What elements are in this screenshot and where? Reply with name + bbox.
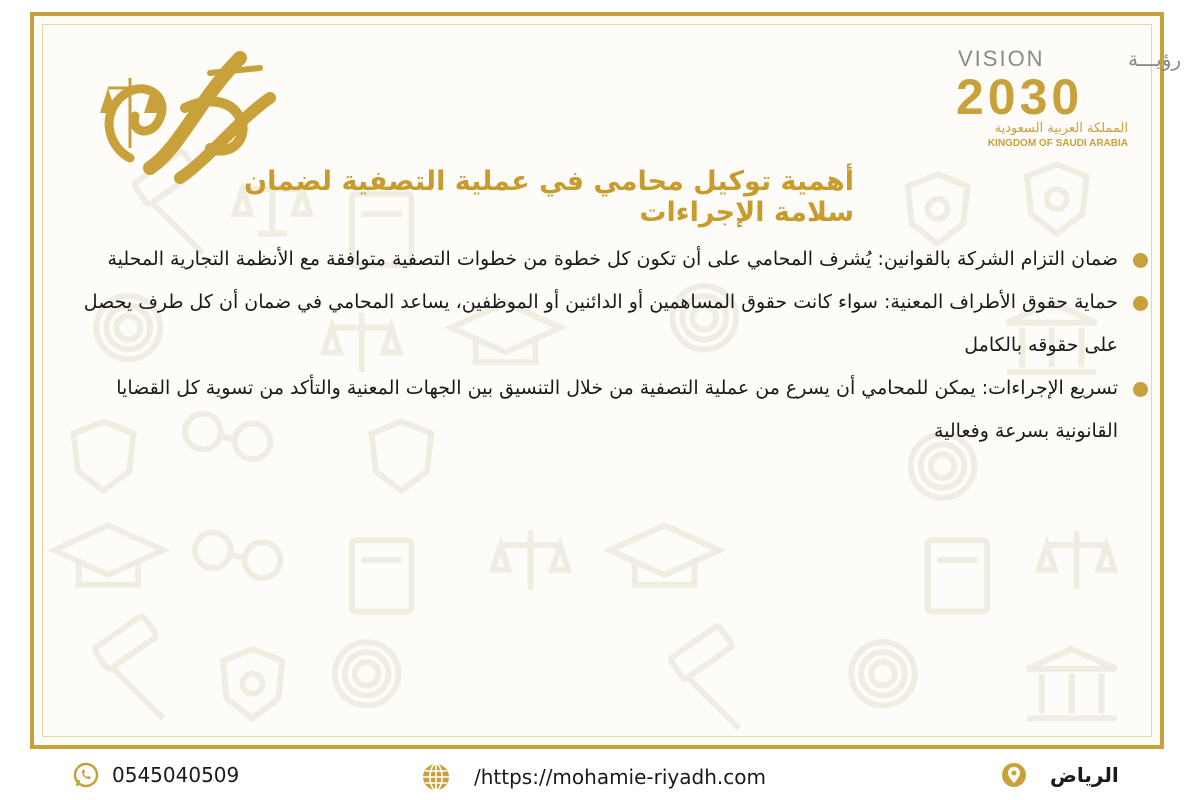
bullet-dot-icon (1133, 296, 1148, 311)
vision-arabic-country: المملكة العربية السعودية (994, 121, 1128, 136)
fingerprint-icon (335, 642, 399, 705)
website-link[interactable]: /https://mohamie-riyadh.com (474, 765, 766, 789)
law-book-icon (928, 540, 988, 611)
footer-location (1000, 761, 1119, 789)
graduation-cap-icon (54, 525, 163, 584)
content-frame (30, 12, 1182, 749)
scales-icon (1039, 530, 1114, 589)
graduation-cap-icon (610, 525, 719, 584)
whatsapp-icon (72, 761, 100, 789)
vision-2030-logo (948, 36, 1182, 151)
location-text: الرياض (1050, 763, 1119, 787)
point-text: تسريع الإجراءات: يمكن للمحامي أن يسرع من عملية التصفية من خلال التنسيق بين الجهات المعنية والتأكد من تسوية كل القضايا القانونية بسرعة وفعالية (116, 377, 1118, 442)
police-badge-icon (223, 649, 283, 718)
vision-year: 2030 (956, 69, 1084, 125)
gavel-icon (94, 615, 164, 718)
bullet-dot-icon (1133, 382, 1148, 397)
footer-phone[interactable] (72, 761, 239, 789)
list-item (68, 281, 1148, 367)
footer-website[interactable] (420, 761, 766, 793)
police-badge-icon (1027, 164, 1087, 233)
vision-arabic-text: رؤيـــة (1128, 47, 1182, 71)
courthouse-icon (1027, 649, 1116, 718)
police-badge-icon (908, 174, 968, 243)
point-text: حماية حقوق الأطراف المعنية: سواء كانت حقوق المساهمين أو الدائنين أو الموظفين، يساعد المحامي في ضمان أن كل طرف يحصل على حقوقه بالكامل (83, 291, 1118, 356)
points-list (68, 238, 1148, 453)
handcuffs-icon (195, 532, 280, 578)
vision-english-country: KINGDOM OF SAUDI ARABIA (987, 138, 1128, 149)
page-title: أهمية توكيل محامي في عملية التصفية لضمان سلامة الإجراءات (244, 166, 854, 228)
scales-icon (493, 530, 568, 589)
location-pin-icon (1000, 761, 1028, 789)
footer (0, 755, 1200, 800)
point-text: ضمان التزام الشركة بالقوانين: يُشرف المحامي على أن تكون كل خطوة من خطوات التصفية متوافقة مع الأنظمة التجارية المحلية (107, 248, 1118, 270)
phone-number: 0545040509 (112, 763, 240, 787)
law-book-icon (352, 540, 412, 611)
list-item (68, 367, 1148, 453)
fingerprint-icon (851, 642, 915, 705)
bullet-dot-icon (1133, 253, 1148, 268)
list-item (68, 238, 1148, 281)
vision-text: VISION (958, 46, 1045, 71)
globe-icon (420, 761, 452, 793)
gavel-icon (669, 625, 739, 728)
